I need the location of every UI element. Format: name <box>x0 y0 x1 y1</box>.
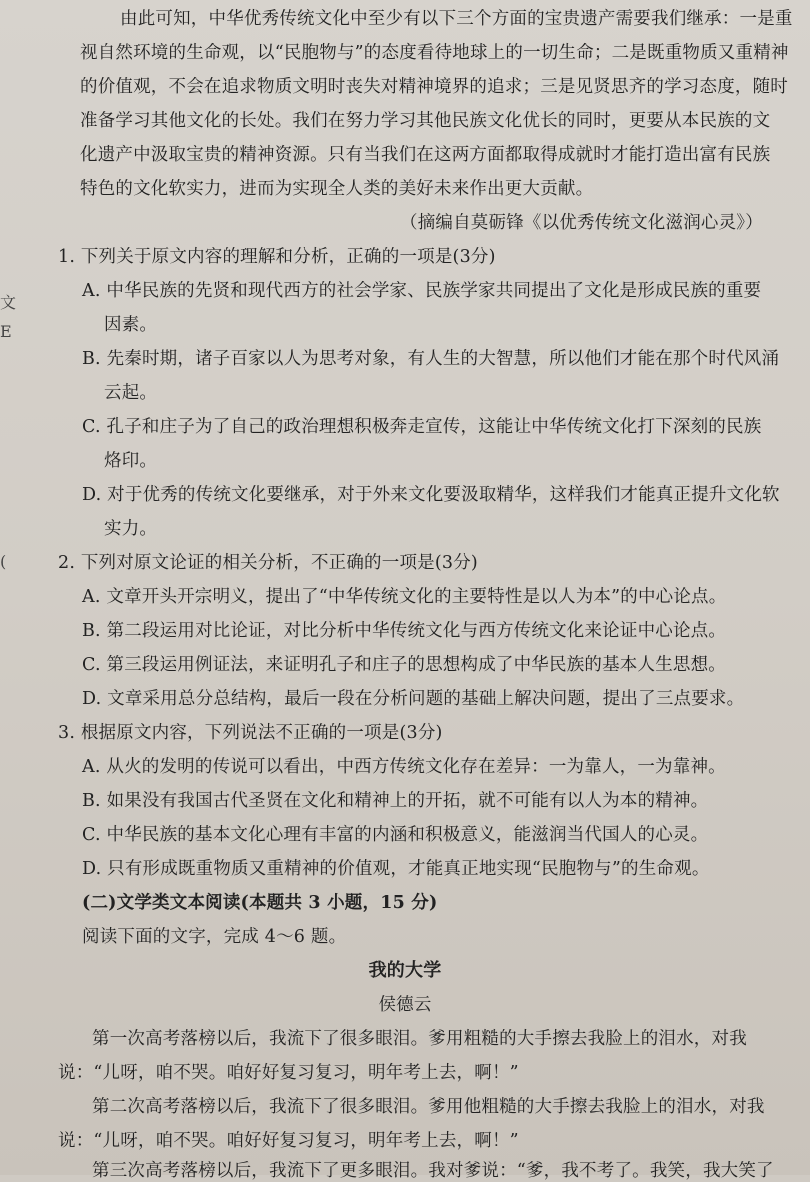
citation: （摘编自莫砺锋《以优秀传统文化滋润心灵》） <box>400 213 763 233</box>
passage-line: 由此可知，中华优秀传统文化中至少有以下三个方面的宝贵遗产需要我们继承：一是重 <box>120 9 793 29</box>
story-line: 说：“儿呀，咱不哭。咱好好复习复习，明年考上去，啊！” <box>58 1063 519 1083</box>
section-heading: (二)文学类文本阅读(本题共 3 小题，15 分) <box>82 893 438 913</box>
question-1-stem: 1. 下列关于原文内容的理解和分析，正确的一项是(3分) <box>58 247 496 267</box>
story-title: 我的大学 <box>368 960 442 981</box>
question-3-option-c: C. 中华民族的基本文化心理有丰富的内涵和积极意义，能滋润当代国人的心灵。 <box>82 825 709 845</box>
margin-mark: E <box>0 322 12 341</box>
passage-line: 视自然环境的生命观，以“民胞物与”的态度看待地球上的一切生命；二是既重物质又重精神 <box>80 43 789 63</box>
question-2-option-a: A. 文章开头开宗明义，提出了“中华传统文化的主要特性是以人为本”的中心论点。 <box>82 587 727 607</box>
section-instruction: 阅读下面的文字，完成 4～6 题。 <box>82 927 347 947</box>
passage-line: 准备学习其他文化的长处。我们在努力学习其他民族文化优长的同时，更要从本民族的文 <box>80 111 771 131</box>
question-2-option-b: B. 第二段运用对比论证，对比分析中华传统文化与西方传统文化来论证中心论点。 <box>82 621 727 641</box>
question-3-stem: 3. 根据原文内容，下列说法不正确的一项是(3分) <box>58 723 443 743</box>
margin-mark: ( <box>0 552 7 571</box>
question-1-option-d: D. 对于优秀的传统文化要继承，对于外来文化要汲取精华，这样我们才能真正提升文化软 <box>82 485 780 505</box>
passage-line: 化遗产中汲取宝贵的精神资源。只有当我们在这两方面都取得成就时才能打造出富有民族 <box>80 145 771 165</box>
passage-line: 的价值观，不会在追求物质文明时丧失对精神境界的追求；三是见贤思齐的学习态度，随时 <box>80 77 788 97</box>
question-1-option-d-cont: 实力。 <box>104 519 158 539</box>
story-line: 第三次高考落榜以后，我流下了更多眼泪。我对爹说：“爹，我不考了。我笑，我大笑了 <box>92 1161 774 1181</box>
question-3-option-d: D. 只有形成既重物质又重精神的价值观，才能真正地实现“民胞物与”的生命观。 <box>82 859 710 879</box>
question-3-option-a: A. 从火的发明的传说可以看出，中西方传统文化存在差异：一为靠人，一为靠神。 <box>82 757 726 777</box>
question-1-option-a: A. 中华民族的先贤和现代西方的社会学家、民族学家共同提出了文化是形成民族的重要 <box>82 281 762 301</box>
question-2-option-c: C. 第三段运用例证法，来证明孔子和庄子的思想构成了中华民族的基本人生思想。 <box>82 655 726 675</box>
story-line: 第一次高考落榜以后，我流下了很多眼泪。爹用粗糙的大手擦去我脸上的泪水，对我 <box>92 1029 747 1049</box>
question-2-stem: 2. 下列对原文论证的相关分析，不正确的一项是(3分) <box>58 553 478 573</box>
question-1-option-c: C. 孔子和庄子为了自己的政治理想积极奔走宣传，这能让中华传统文化打下深刻的民族 <box>82 417 762 437</box>
question-1-option-c-cont: 烙印。 <box>104 451 158 471</box>
story-line: 第二次高考落榜以后，我流下了很多眼泪。爹用他粗糙的大手擦去我脸上的泪水，对我 <box>92 1097 765 1117</box>
question-1-option-b-cont: 云起。 <box>104 383 158 403</box>
question-1-option-a-cont: 因素。 <box>104 315 158 335</box>
question-2-option-d: D. 文章采用总分总结构，最后一段在分析问题的基础上解决问题，提出了三点要求。 <box>82 689 745 709</box>
story-author: 侯德云 <box>378 995 432 1015</box>
question-3-option-b: B. 如果没有我国古代圣贤在文化和精神上的开拓，就不可能有以人为本的精神。 <box>82 791 709 811</box>
passage-line: 特色的文化软实力，进而为实现全人类的美好未来作出更大贡献。 <box>80 179 594 199</box>
margin-mark: 文 <box>0 293 17 312</box>
story-line: 说：“儿呀，咱不哭。咱好好复习复习，明年考上去，啊！” <box>58 1131 519 1151</box>
question-1-option-b: B. 先秦时期，诸子百家以人为思考对象，有人生的大智慧，所以他们才能在那个时代风涌 <box>82 349 780 369</box>
